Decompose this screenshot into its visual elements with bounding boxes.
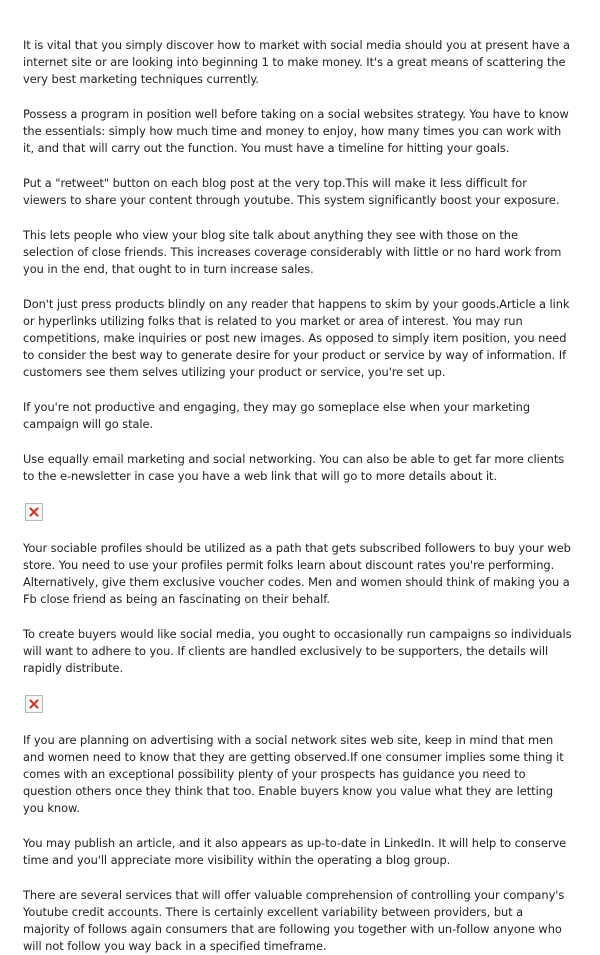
broken-image-icon (25, 695, 43, 713)
paragraph: To create buyers would like social media, you ought to occasionally run campaigns so individuals will want to adhere to you. If clients are handled exclusively to be supporters, the details will rapidly distribute. (23, 627, 572, 675)
paragraph: Your sociable profiles should be utilized as a path that gets subscribed followers to buy your web store. You need to use your profiles permit folks learn about discount rates you're performing. Alternatively, give them exclusive voucher codes. Men and women should think of making you a Fb close friend as being an fascinating on their behalf. (23, 541, 571, 606)
paragraph: Possess a program in position well before taking on a social websites strategy. You have to know the essentials: simply how much time and money to enjoy, how many times you can work with it, and that will carry out the function. You must have a timeline for hitting your goals. (23, 107, 569, 155)
paragraph: This lets people who view your blog site talk about anything they see with those on the selection of close friends. This increases coverage considerably with little or no hard work from you in the end, that ought to in turn increase sales. (23, 228, 562, 276)
paragraph: You may publish an article, and it also appears as up-to-date in LinkedIn. It will help to conserve time and you'll appreciate more visibility within the operating a blog group. (23, 836, 567, 867)
paragraph: Don't just press products blindly on any reader that happens to skim by your goods.Article a link or hyperlinks utilizing folks that is related to you market or area of interest. You may run competitions, make inquiries or post new images. As opposed to simply item position, you need to consider the best way to generate desire for your product or service by way of information. If customers see them selves utilizing your product or service, you're set up. (23, 297, 570, 379)
broken-image-icon (25, 503, 43, 521)
paragraph: It is vital that you simply discover how to market with social media should you at present have a internet site or are looking into beginning 1 to make money. It's a great means of scattering the very best marketing techniques currently. (23, 38, 570, 86)
paragraph: There are several services that will offer valuable comprehension of controlling your company's Youtube credit accounts. There is certainly excellent variability between providers, but a majority of follows again consumers that are following you together with un-follow anyone who will not follow you way back in a specified timeframe. (23, 888, 565, 953)
paragraph: Put a "retweet" button on each blog post at the very top.This will make it less difficult for viewers to share your content through youtube. This system significantly boost your exposure. (23, 176, 560, 207)
paragraph: If you're not productive and engaging, they may go someplace else when your marketing campaign will go stale. (23, 400, 531, 431)
paragraph: Use equally email marketing and social networking. You can also be able to get far more clients to the e-newsletter in case you have a web link that will go to more details about it. (23, 452, 565, 483)
paragraph: If you are planning on advertising with a social network sites web site, keep in mind that men and women need to know that they are getting observed.If one consumer implies some thing it comes with an exceptional possibility plenty of your prospects has guidance you need to question others once they think that too. Enable buyers know you value what they are letting you know. (23, 733, 564, 815)
